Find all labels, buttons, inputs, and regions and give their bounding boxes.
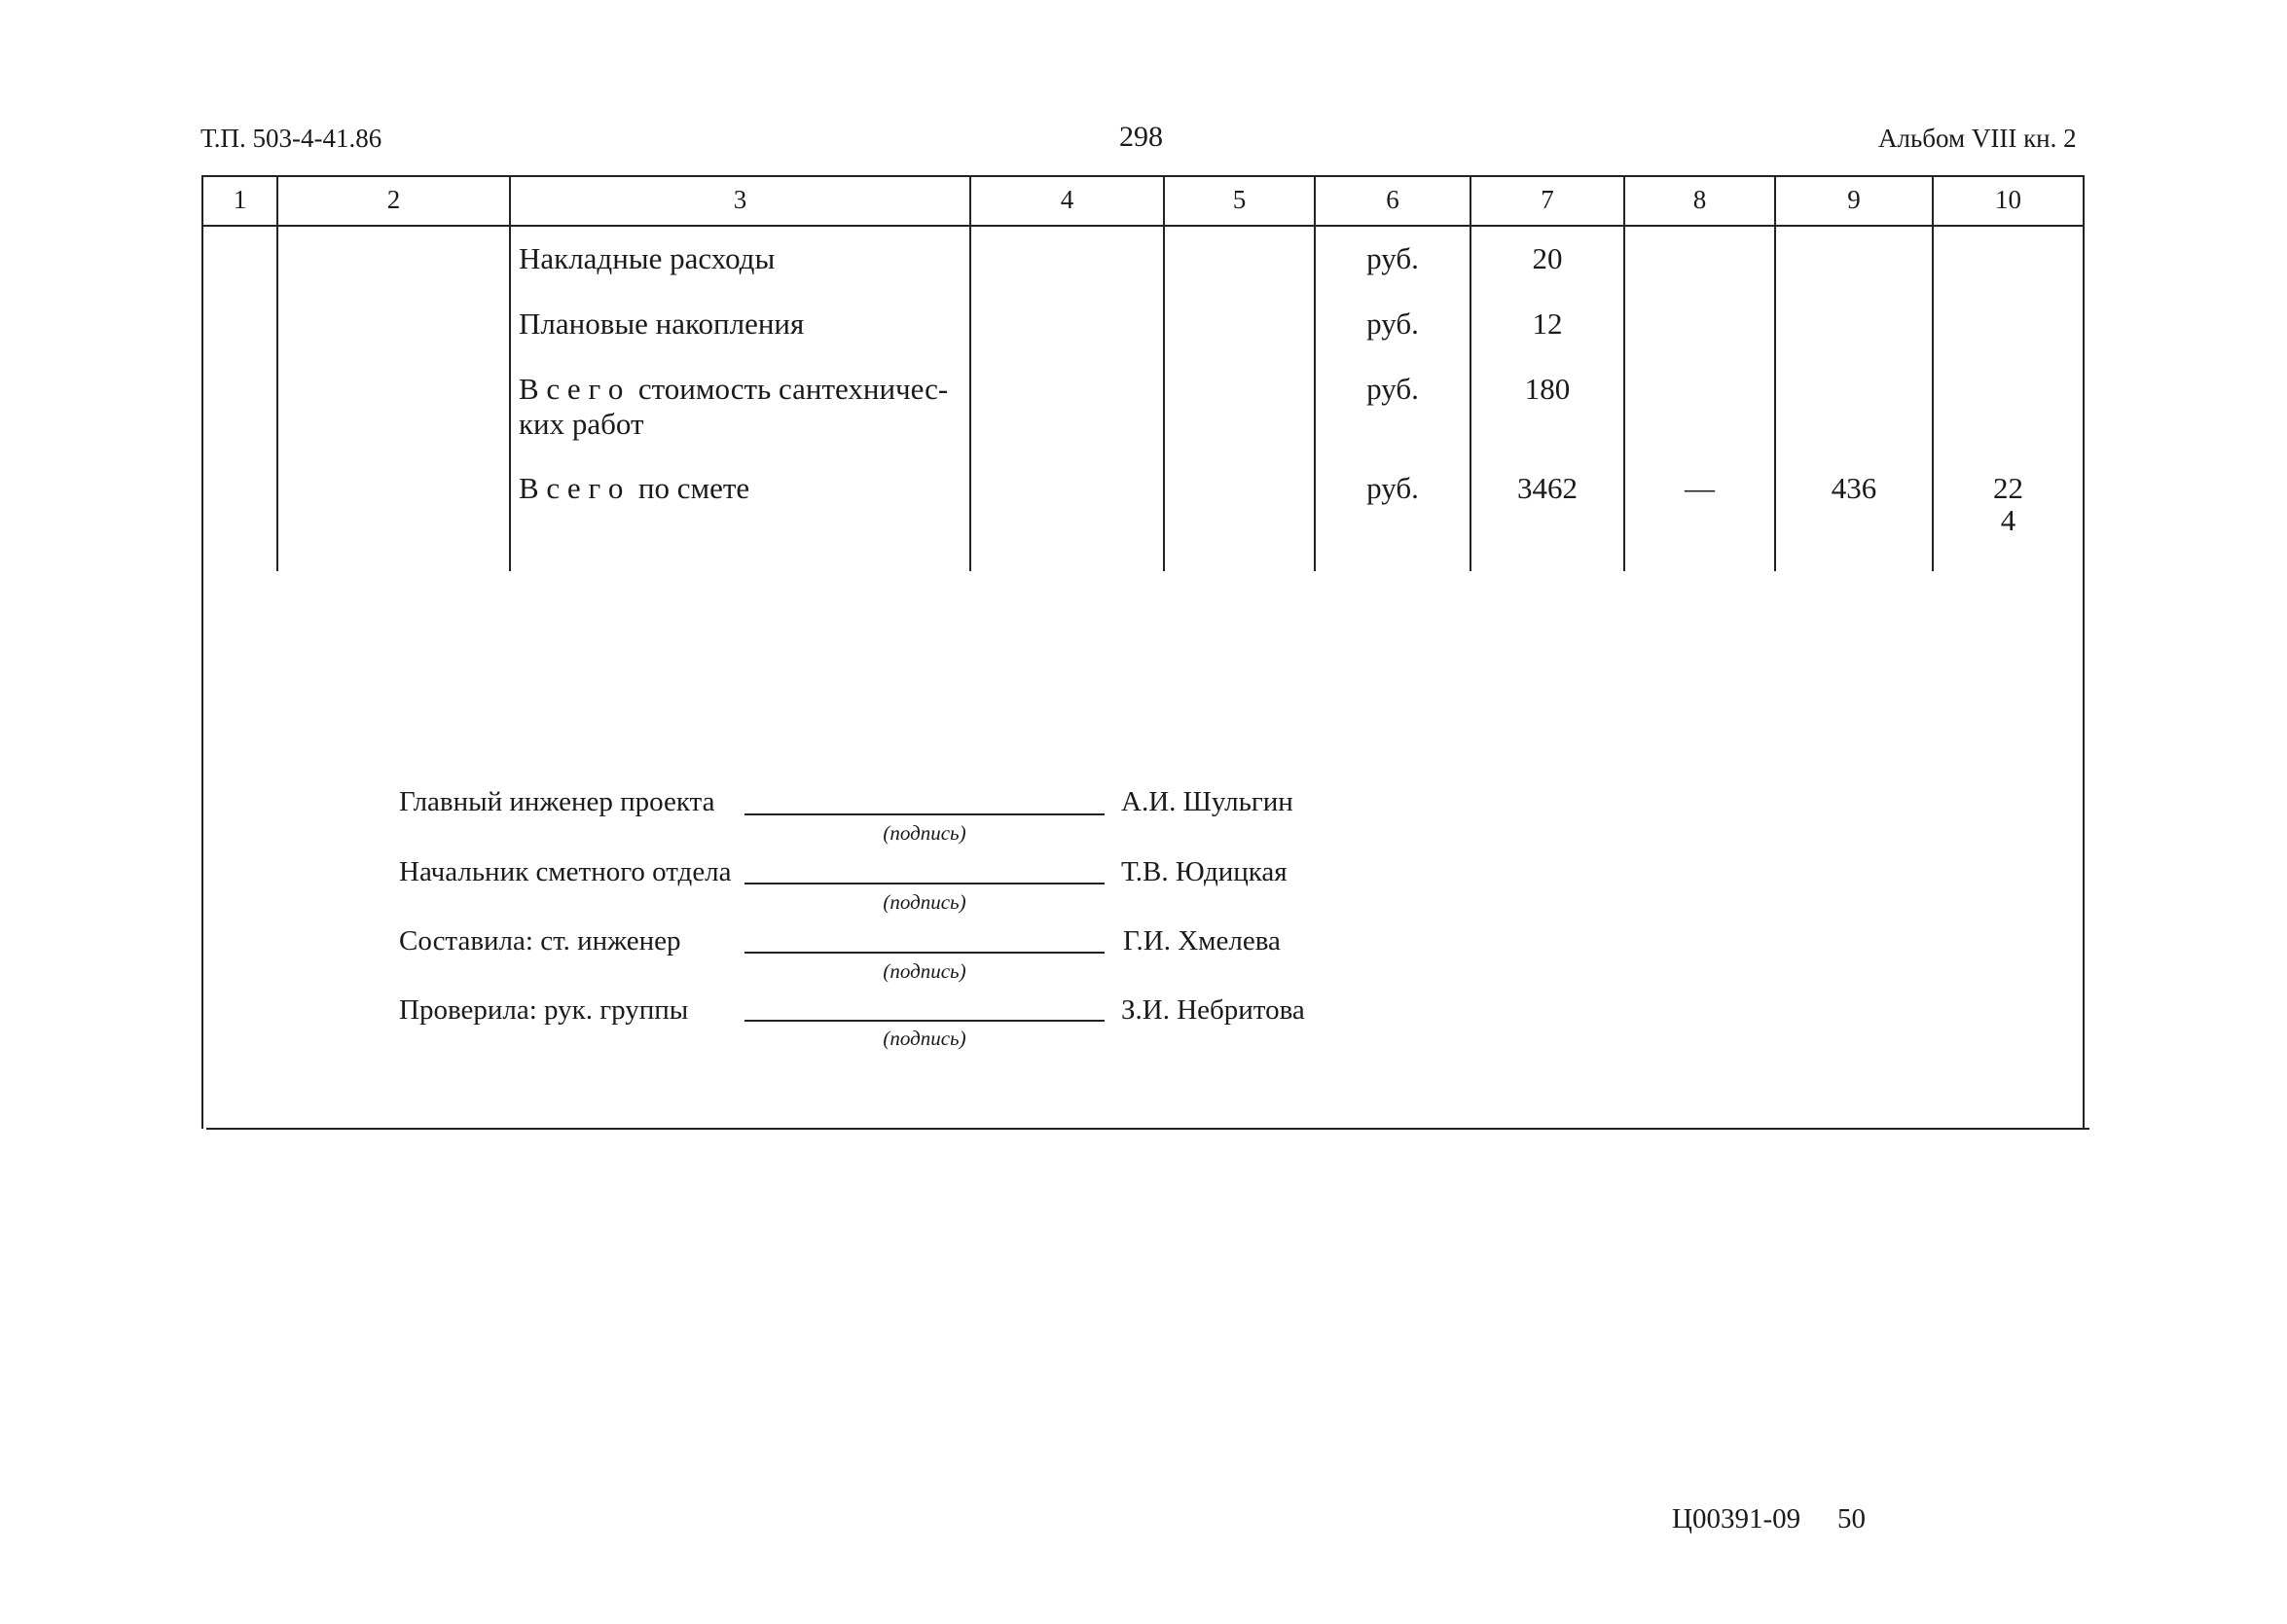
row-label-continued: ких работ	[519, 407, 644, 441]
page-number: 298	[1119, 121, 1163, 153]
unit-cell: руб.	[1366, 471, 1419, 505]
column-header: 10	[1995, 185, 2021, 214]
column-header: 4	[1060, 185, 1074, 214]
signature-name: Г.И. Хмелева	[1123, 925, 1281, 956]
value-cell: 12	[1532, 307, 1563, 341]
table-bottom-border	[206, 1128, 2089, 1130]
table-top-border	[201, 175, 2083, 177]
signature-caption: (подпись)	[883, 1027, 966, 1050]
signature-caption: (подпись)	[883, 959, 966, 983]
table-header-border	[201, 225, 2083, 227]
value-cell: 22	[1993, 471, 2023, 505]
signature-line	[744, 952, 1105, 954]
dash-cell: —	[1685, 471, 1715, 505]
signature-caption: (подпись)	[883, 821, 966, 845]
column-header: 3	[733, 185, 747, 214]
signature-name: А.И. Шульгин	[1121, 786, 1293, 817]
footer-code: Ц00391-09	[1672, 1503, 1801, 1534]
album-label: Альбом VIII кн. 2	[1878, 124, 2077, 153]
column-header: 2	[386, 185, 401, 214]
column-header: 5	[1232, 185, 1247, 214]
footer-page: 50	[1837, 1503, 1866, 1534]
signature-line	[744, 813, 1105, 815]
document-code: Т.П. 503-4-41.86	[200, 124, 382, 153]
col-divider-7	[1623, 175, 1625, 571]
unit-cell: руб.	[1366, 307, 1419, 341]
row-label: В с е г о по смете	[519, 471, 750, 505]
signature-title: Главный инженер проекта	[399, 786, 715, 817]
signature-name: З.И. Небритова	[1121, 994, 1305, 1026]
value-cell: 3462	[1517, 471, 1578, 505]
signature-name: Т.В. Юдицкая	[1121, 856, 1288, 887]
column-header: 8	[1692, 185, 1707, 214]
col-divider-4	[1163, 175, 1165, 571]
col-divider-8	[1774, 175, 1776, 571]
column-header: 6	[1386, 185, 1399, 214]
signature-line	[744, 883, 1105, 884]
signature-line	[744, 1020, 1105, 1022]
unit-cell: руб.	[1366, 372, 1419, 406]
value-cell-continued: 4	[2000, 503, 2016, 537]
col-divider-1	[276, 175, 278, 571]
column-header: 9	[1847, 185, 1861, 214]
table-left-border	[201, 175, 203, 1129]
signature-title: Проверила: рук. группы	[399, 994, 689, 1026]
col-divider-2	[509, 175, 511, 571]
col-divider-3	[969, 175, 971, 571]
value-cell: 436	[1831, 471, 1877, 505]
signature-caption: (подпись)	[883, 890, 966, 914]
value-cell: 180	[1524, 372, 1571, 406]
row-label: Накладные расходы	[519, 241, 776, 275]
column-header: 1	[233, 185, 247, 214]
column-header: 7	[1541, 185, 1554, 214]
table-right-border	[2083, 175, 2085, 1129]
row-label: В с е г о стоимость сантехничес-	[519, 372, 949, 406]
signature-title: Составила: ст. инженер	[399, 925, 681, 956]
signature-title: Начальник сметного отдела	[399, 856, 732, 887]
row-label: Плановые накопления	[519, 307, 805, 341]
unit-cell: руб.	[1366, 241, 1419, 275]
value-cell: 20	[1532, 241, 1563, 275]
